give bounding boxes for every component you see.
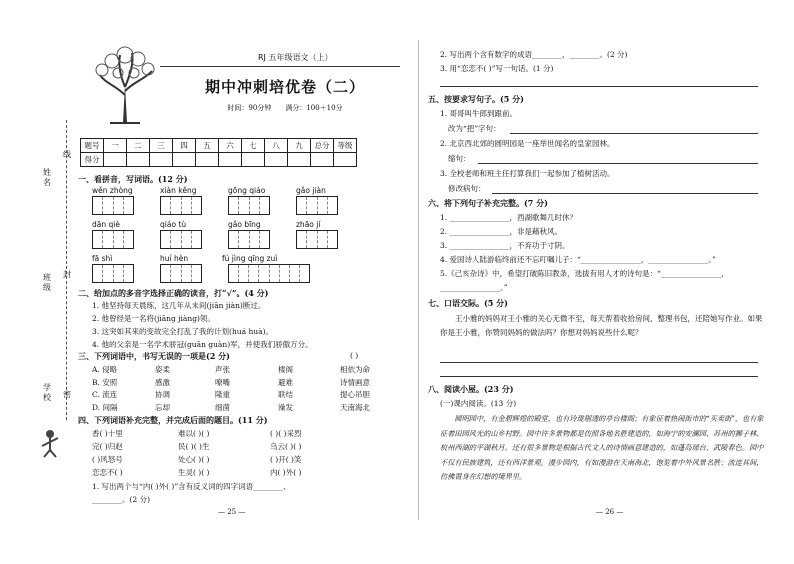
q3-option-word: 避难 [278, 377, 293, 387]
q4-idiom-blank[interactable]: 恋恋不( ) [92, 468, 123, 477]
q3-option-word: 提心吊胆 [340, 390, 370, 399]
score-cell[interactable] [288, 153, 311, 167]
decorative-figure-icon [38, 428, 62, 458]
q5-line: 修改病句： [448, 184, 486, 193]
score-header-cell: 题号 [81, 139, 104, 153]
score-cell[interactable] [242, 153, 265, 167]
q4-sub1: 1. 写出两个与“内( )外( )”含有反义词的四字词语________、 [92, 482, 291, 491]
pinyin-label: fā shì [92, 254, 113, 263]
score-header-cell: 三 [150, 139, 173, 153]
pinyin-label: dān qiè [92, 220, 120, 229]
q3-option-word: 相依为命 [340, 365, 370, 374]
score-cell[interactable] [127, 153, 150, 167]
q2-item: 3. 这突如其来的变故完全打乱了我的计划(huá huà)。 [92, 327, 274, 336]
q6-line: ________________。” [440, 283, 508, 292]
writing-grid[interactable] [228, 264, 310, 283]
writing-grid[interactable] [92, 264, 134, 283]
pinyin-label: gǎo bīng [228, 220, 261, 229]
page-number-right: — 26 — [596, 508, 624, 516]
q2-title: 二、给加点的多音字选择正确的读音，打“√”。(4 分) [78, 288, 269, 298]
score-cell[interactable] [311, 153, 334, 167]
pinyin-label: qiáo tù [160, 220, 187, 229]
class-label: 班级 [43, 273, 51, 292]
pinyin-label: zhāo jí [296, 220, 321, 229]
q8-title: 八、阅读小屋。(23 分) [428, 384, 514, 394]
tree-illustration [90, 45, 160, 125]
q5-line: 缩句： [448, 154, 471, 163]
q3-option-word: 诗情画意 [340, 377, 370, 387]
q3-option-word: 忘却 [155, 402, 170, 412]
pinyin-label: huí hèn [160, 254, 189, 263]
q2-item: 2. 他曾经是一名将(jiāng jiàng)领。 [92, 314, 215, 323]
score-cell[interactable] [173, 153, 196, 167]
writing-grid[interactable] [92, 196, 134, 215]
q8-subtitle: (一)课内阅读。(13 分) [440, 399, 517, 408]
school-label: 学校 [43, 383, 51, 402]
name-label: 姓名 [43, 168, 51, 187]
score-cell[interactable] [334, 153, 357, 167]
q5-line: 1. 哥哥叫牛郎到跟前。 [440, 109, 518, 118]
q4-sub3: 3. 用“恋恋不( )”写一句话。(1 分) [440, 64, 554, 73]
q5-title: 五、按要求写句子。(5 分) [428, 94, 524, 104]
pinyin-label: xiàn kěng [160, 186, 197, 195]
q1-title: 一、看拼音，写词语。(12 分) [78, 174, 188, 184]
q4-idiom-blank[interactable]: 乌云( )( ) [270, 442, 302, 451]
q2-item: 4. 他的父亲是一名学术骄冠(guān guàn)军，并使我们骄傲万分。 [92, 340, 313, 349]
writing-grid[interactable] [228, 196, 270, 215]
score-header-cell: 六 [219, 139, 242, 153]
q3-option-word: 协调 [155, 390, 170, 399]
line-mark: 线 [63, 150, 71, 159]
q3-option-word: 隆重 [215, 390, 230, 399]
writing-grid[interactable] [296, 196, 338, 215]
answer-line [510, 133, 758, 134]
score-header-cell: 总分 [311, 139, 334, 153]
q3-option-word: B. 安照 [92, 377, 118, 387]
dense-mark: 密 [63, 390, 71, 399]
q5-line: 2. 北京西北郊的圆明园是一座举世闻名的皇家园林。 [440, 139, 615, 148]
q4-title: 四、下列词语补充完整，并完成后面的题目。(11 分) [78, 415, 268, 425]
answer-line [492, 193, 758, 194]
q7-text: 王小雅的妈妈对王小雅的关心无微不至，每天帮着收拾房间，整理书包，还陪她写作业。如果你是王小雅，你赞同妈妈的做法吗？你想对妈妈说些什么呢？ [440, 314, 763, 337]
q6-line: 3. ________________，不弃功于寸阴。 [440, 241, 570, 250]
q4-idiom-blank[interactable]: ( )开( )笑 [270, 455, 302, 464]
pinyin-label: gǎo jiàn [296, 186, 326, 195]
score-cell[interactable] [196, 153, 219, 167]
q2-item: 1. 他坚持每天晨练，这几年从未间(jiān jiàn)断过。 [92, 301, 266, 310]
q4-idiom-blank[interactable]: 香( )十里 [92, 429, 123, 438]
q6-line: 4. 爱国诗人陆游临终前还不忘叮嘱儿子：“________________，________________。” [440, 255, 716, 264]
writing-grid[interactable] [92, 230, 134, 249]
q3-option-word: 天南海北 [340, 402, 370, 412]
score-cell[interactable] [219, 153, 242, 167]
q4-idiom-blank[interactable]: 处心( )( ) [178, 455, 210, 464]
seal-mark: 封 [63, 270, 71, 279]
q3-option-word: 嘹嘴 [215, 377, 230, 387]
q6-title: 六、将下列句子补充完整。(7 分) [428, 198, 548, 208]
header-rule [160, 66, 400, 67]
score-header-cell: 九 [288, 139, 311, 153]
q4-idiom-blank[interactable]: ( )风怒号 [92, 455, 123, 464]
score-cell[interactable] [265, 153, 288, 167]
q3-option-word: 姿柔 [155, 365, 170, 374]
score-cell[interactable] [104, 153, 127, 167]
page-divider [418, 40, 419, 520]
q3-option-word: C. 流连 [92, 390, 118, 399]
q3-title: 三、下列词语中，书写无误的一项是(2 分) [78, 351, 230, 361]
writing-grid[interactable] [228, 230, 270, 249]
writing-grid[interactable] [160, 230, 202, 249]
q6-line: 1. ________________，西湖歌舞几时休？ [440, 213, 578, 222]
q7-title: 七、口语交际。(5 分) [428, 298, 508, 308]
q4-sub1b: ________。(2 分) [92, 495, 151, 504]
q4-idiom-blank[interactable]: 完( )归赵 [92, 442, 123, 451]
score-header-cell: 四 [173, 139, 196, 153]
answer-line [478, 163, 758, 164]
q6-line: 2. ________________，非是藉秋风。 [440, 227, 563, 236]
score-cell[interactable]: 得分 [81, 153, 104, 167]
q3-option-word: A. 侵略 [92, 365, 118, 374]
page-number-left: — 25 — [218, 508, 246, 516]
writing-grid[interactable] [160, 196, 202, 215]
exam-meta: 时间：90分钟 满分：100＋10分 [227, 104, 343, 112]
score-header-cell: 五 [196, 139, 219, 153]
q3-option-word: 细菌 [215, 402, 230, 412]
q4-idiom-blank[interactable]: 难以( )( ) [178, 429, 210, 438]
q4-idiom-blank[interactable]: 内( )外( ) [270, 468, 302, 477]
pinyin-label: wěn zhòng [92, 186, 133, 195]
score-header-cell: 等级 [334, 139, 357, 153]
q4-sub2: 2. 写出两个含有数字的成语________、________。(2 分) [440, 50, 628, 59]
writing-grid[interactable] [160, 264, 202, 283]
pinyin-label: gōng qiáo [228, 186, 266, 195]
reading-passage: 圆明园中，有金碧辉煌的殿堂，也有玲珑剔透的亭台楼阁；有象征着热闹街市的“买卖街”，也有象征着田园风光的山乡村野。园中许多景物都是仿照各地名胜建造的，如海宁的安澜园、苏州的狮子林、杭州西湖的平湖秋月。还有很多景物是根据古代文人的诗情画意建造的，如蓬岛瑶台、武陵春色。园中不仅有民族建筑，还有西洋景观。漫步园内，有如漫游在天南海北，饱览着中外风景名胜；流连其间，仿佛置身在幻想的境界里。 [440, 414, 764, 481]
answer-line [440, 376, 758, 377]
score-header-cell: 七 [242, 139, 265, 153]
q4-idiom-blank[interactable]: 生灵( )( ) [178, 468, 210, 477]
q5-line: 3. 全校老师和班主任打算我们一起参加了植树活动。 [440, 169, 615, 178]
header-tag: RJ 五年级语文（上） [258, 53, 333, 62]
answer-line [440, 362, 758, 363]
score-cell[interactable] [150, 153, 173, 167]
q4-idiom-blank[interactable]: 民( )( )生 [178, 442, 210, 451]
score-table [80, 138, 357, 167]
q6-line: 5.《己亥杂诗》中，希望打破陈旧教条，选拔有用人才的诗句是：“________________， [440, 269, 729, 278]
page-title: 期中冲刺培优卷（二） [204, 78, 365, 96]
q3-option-word: D. 间隔 [92, 402, 118, 412]
q3-option-word: 楼阁 [278, 365, 293, 374]
answer-line [440, 86, 758, 87]
score-header-cell: 二 [127, 139, 150, 153]
pinyin-label: fú jìng qīng zuì [222, 254, 278, 263]
q3-option-word: 联结 [278, 390, 293, 399]
q3-option-word: 感激 [155, 377, 170, 387]
q3-option-word: 澡发 [278, 402, 293, 412]
writing-grid[interactable] [296, 230, 338, 249]
q4-idiom-blank[interactable]: ( )( )采烈 [270, 429, 302, 438]
score-header-cell: 一 [104, 139, 127, 153]
score-header-cell: 八 [265, 139, 288, 153]
q5-line: 改为“把”字句： [448, 124, 501, 133]
q3-option-word: 声张 [215, 365, 230, 374]
q3-answer-paren: ( ) [350, 351, 359, 360]
